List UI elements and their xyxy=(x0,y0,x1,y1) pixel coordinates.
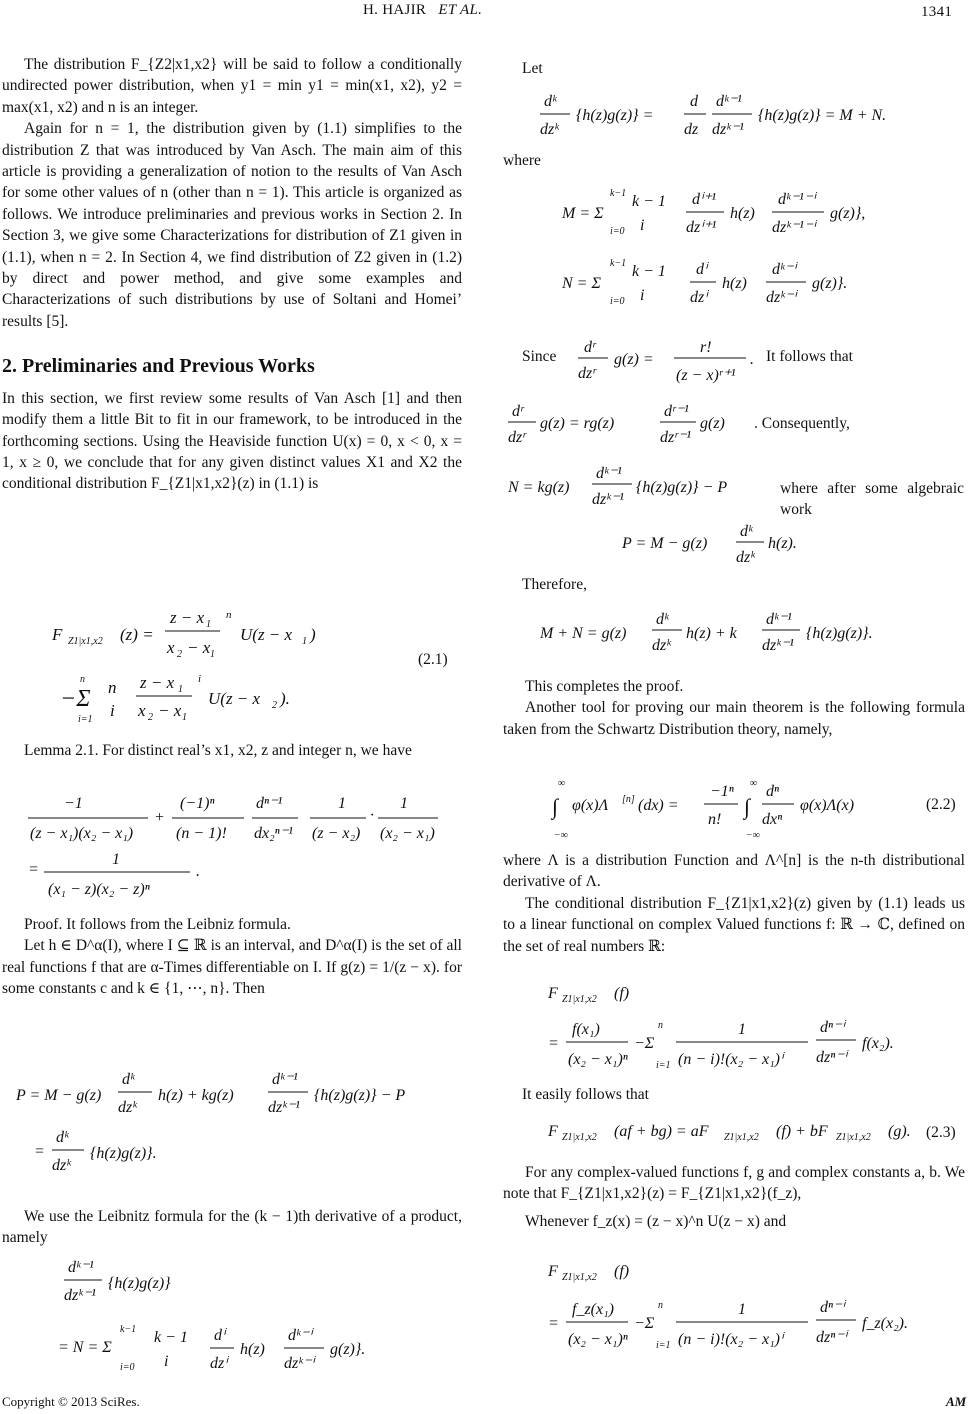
svg-text:dzʳ⁻¹: dzʳ⁻¹ xyxy=(660,429,692,446)
svg-text:= N = Σ: = N = Σ xyxy=(58,1339,112,1356)
svg-text:dᵏ⁻ⁱ: dᵏ⁻ⁱ xyxy=(288,1327,312,1344)
svg-text:g(z) =: g(z) = xyxy=(614,351,654,368)
svg-text:n: n xyxy=(226,609,232,621)
svg-text:{h(z)g(z)} − P: {h(z)g(z)} − P xyxy=(636,479,728,496)
svg-text:): ) xyxy=(310,625,316,644)
svg-text:dzⁱ⁺¹: dzⁱ⁺¹ xyxy=(686,219,717,236)
svg-text:(dx) =: (dx) = xyxy=(638,797,679,814)
svg-text:−∞: −∞ xyxy=(554,830,568,841)
svg-text:1: 1 xyxy=(302,636,307,647)
svg-text:k − 1: k − 1 xyxy=(154,1329,188,1346)
svg-text:1: 1 xyxy=(210,649,215,660)
svg-text:−Σ: −Σ xyxy=(634,1035,655,1052)
svg-text:∞: ∞ xyxy=(750,778,758,789)
svg-text:=: = xyxy=(548,1035,559,1052)
svg-text:− x: − x xyxy=(158,701,182,720)
svg-text:−Σ: −Σ xyxy=(634,1315,655,1332)
svg-text:dᵏ⁻¹: dᵏ⁻¹ xyxy=(766,611,792,628)
svg-text:1: 1 xyxy=(738,1021,746,1038)
svg-text:dzⁿ⁻ⁱ: dzⁿ⁻ⁱ xyxy=(816,1329,847,1346)
svg-text:(x₂ − x₁)ⁿ: (x₂ − x₁)ⁿ xyxy=(568,1051,628,1068)
svg-text:dzᵏ⁻¹: dzᵏ⁻¹ xyxy=(712,121,744,138)
equation-2-1-label: (2.1) xyxy=(418,651,448,668)
svg-text:{h(z)g(z)}.: {h(z)g(z)}. xyxy=(806,625,873,642)
svg-text:dzʳ: dzʳ xyxy=(578,365,596,382)
svg-text:(g).: (g). xyxy=(888,1123,911,1140)
svg-text:dᵏ: dᵏ xyxy=(656,611,669,628)
svg-text:1: 1 xyxy=(738,1301,746,1318)
svg-text:dzᵏ: dzᵏ xyxy=(736,549,755,566)
equation-2-2-label: (2.2) xyxy=(926,796,956,813)
svg-text:x: x xyxy=(138,701,146,720)
svg-text:(f): (f) xyxy=(614,1263,630,1280)
running-header xyxy=(363,2,482,19)
svg-text:dzᵏ⁻¹⁻ⁱ: dzᵏ⁻¹⁻ⁱ xyxy=(772,219,816,236)
svg-text:dᵏ⁻¹: dᵏ⁻¹ xyxy=(272,1071,298,1088)
svg-text:dⁿ⁻¹: dⁿ⁻¹ xyxy=(256,795,283,812)
therefore-label: Therefore, xyxy=(522,576,587,593)
svg-text:∞: ∞ xyxy=(558,778,566,789)
functional-block xyxy=(503,850,965,957)
svg-text:(z − x)ʳ⁺¹: (z − x)ʳ⁺¹ xyxy=(676,367,736,384)
svg-text:(af + bg) = aF: (af + bg) = aF xyxy=(614,1123,709,1140)
svg-text:.: . xyxy=(196,863,200,880)
svg-text:dᵏ⁻¹: dᵏ⁻¹ xyxy=(716,93,742,110)
svg-text:h(z) + k: h(z) + k xyxy=(686,625,737,642)
svg-text:M = Σ: M = Σ xyxy=(562,205,604,222)
lemma-2-1: Lemma 2.1. For distinct real’s x1, x2, z and integer n, we have xyxy=(24,742,412,759)
svg-text:dzᵏ: dzᵏ xyxy=(652,637,671,654)
svg-text:{h(z)g(z)} = M + N.: {h(z)g(z)} = M + N. xyxy=(758,107,887,124)
svg-text:dzⁿ⁻ⁱ: dzⁿ⁻ⁱ xyxy=(816,1049,847,1066)
left-column xyxy=(2,54,462,495)
svg-text:dᵏ⁻¹⁻ⁱ: dᵏ⁻¹⁻ⁱ xyxy=(778,191,816,208)
svg-text:f(x₂).: f(x₂). xyxy=(862,1035,894,1052)
equation-m-n-definitions xyxy=(556,176,936,316)
svg-text:dᵏ⁻¹: dᵏ⁻¹ xyxy=(596,465,622,482)
complex-block xyxy=(503,1162,965,1232)
svg-text:i=1: i=1 xyxy=(656,1340,671,1351)
svg-text:dz: dz xyxy=(684,121,699,138)
paragraph-preliminaries: In this section, we first review some results of Van Asch [1] and then modify them a little Bit to fit in our framework, to be introduced in the forthcoming sections. Using the Heaviside function U(x) = 0, x < 0, x = 1, x ≥ 0, we conclude that for any given distinct values X1 and X2 the conditional distribution F_{Z1|x1,x2}(z) in (1.1) is xyxy=(2,389,462,493)
svg-text:Z1|x1,x2: Z1|x1,x2 xyxy=(562,1272,597,1283)
svg-text:φ(x)Λ: φ(x)Λ xyxy=(572,797,609,814)
svg-text:f_z(x₂).: f_z(x₂). xyxy=(862,1315,908,1332)
paragraph-intro: The distribution F_{Z2|x1,x2} will be said to follow a conditionally undirected power distribution, when y1 = min y1 = min(x1, x2), y2 = max(x1, x2) and n is an integer. xyxy=(2,56,462,116)
page-number: 1341 xyxy=(921,4,953,20)
svg-text:{h(z)g(z)}.: {h(z)g(z)}. xyxy=(90,1145,157,1162)
svg-text:i: i xyxy=(640,287,645,304)
equation-2-3 xyxy=(540,1112,920,1152)
svg-text:φ(x)Λ(x): φ(x)Λ(x) xyxy=(800,797,855,814)
paragraph-leibnitz: We use the Leibnitz formula for the (k − 1)th derivative of a product, namely xyxy=(2,1208,462,1247)
svg-text:∫: ∫ xyxy=(744,794,751,819)
leibnitz-block xyxy=(2,1206,462,1249)
svg-text:).: ). xyxy=(280,689,290,708)
svg-text:(z − x₂): (z − x₂) xyxy=(312,825,361,842)
svg-text:i=1: i=1 xyxy=(78,714,93,725)
svg-text:n!: n! xyxy=(708,811,722,828)
svg-text:n: n xyxy=(658,1020,663,1031)
svg-text:dⁱ: dⁱ xyxy=(696,261,707,278)
whenever-text: Whenever f_z(x) = (z − x)^n U(z − x) and xyxy=(525,1212,787,1230)
svg-text:h(z): h(z) xyxy=(240,1341,265,1358)
svg-text:U(z − x: U(z − x xyxy=(208,689,261,708)
svg-text:dzᵏ⁻¹: dzᵏ⁻¹ xyxy=(64,1287,96,1304)
equation-functional-fz xyxy=(540,1256,940,1356)
svg-text:g(z): g(z) xyxy=(700,415,725,432)
svg-text:(x₂ − x₁)ⁿ: (x₂ − x₁)ⁿ xyxy=(568,1331,628,1348)
equation-n-recast xyxy=(504,462,774,514)
svg-text:dxⁿ: dxⁿ xyxy=(762,811,783,828)
let-label: Let xyxy=(522,60,543,77)
easily-label: It easily follows that xyxy=(522,1086,649,1103)
svg-text:P = M − g(z): P = M − g(z) xyxy=(622,535,708,552)
svg-text:(f) + bF: (f) + bF xyxy=(776,1123,828,1140)
footer-copyright: Copyright © 2013 SciRes. xyxy=(2,1394,140,1409)
equation-2-3-label: (2.3) xyxy=(926,1124,956,1141)
svg-text:dzᵏ⁻¹: dzᵏ⁻¹ xyxy=(762,637,794,654)
svg-text:Z1|x1,x2: Z1|x1,x2 xyxy=(562,1132,597,1143)
svg-text:n: n xyxy=(80,674,85,685)
svg-text:i: i xyxy=(198,673,202,685)
svg-text:dʳ⁻¹: dʳ⁻¹ xyxy=(664,403,689,420)
svg-text:i: i xyxy=(640,217,645,234)
svg-text:F: F xyxy=(52,625,63,644)
svg-text:dᵏ: dᵏ xyxy=(122,1071,135,1088)
svg-text:i: i xyxy=(164,1353,169,1370)
svg-text:f(x₁): f(x₁) xyxy=(572,1021,600,1038)
svg-text:Z1|x1,x2: Z1|x1,x2 xyxy=(68,636,103,647)
svg-text:g(z)}.: g(z)}. xyxy=(330,1341,366,1358)
svg-text:P = M − g(z): P = M − g(z) xyxy=(16,1087,102,1104)
svg-text:h(z): h(z) xyxy=(730,205,755,222)
proof-block xyxy=(2,914,462,1000)
svg-text:(f): (f) xyxy=(614,985,630,1002)
svg-text:dzᵏ⁻¹: dzᵏ⁻¹ xyxy=(268,1099,300,1116)
footer-journal: AM xyxy=(946,1394,967,1409)
svg-text:Z1|x1,x2: Z1|x1,x2 xyxy=(836,1132,871,1143)
equation-2-2 xyxy=(548,770,888,842)
svg-text:{h(z)g(z)}: {h(z)g(z)} xyxy=(108,1275,171,1292)
svg-text:M + N = g(z): M + N = g(z) xyxy=(540,625,627,642)
svg-text:{h(z)g(z)} =: {h(z)g(z)} = xyxy=(576,107,654,124)
svg-text:i=0: i=0 xyxy=(610,226,625,237)
equation-gr-derivative xyxy=(570,334,770,394)
svg-text:g(z) = rg(z): g(z) = rg(z) xyxy=(540,415,615,432)
svg-text:1: 1 xyxy=(400,795,408,812)
svg-text:F: F xyxy=(548,985,558,1002)
svg-text:dzᵏ: dzᵏ xyxy=(118,1099,137,1116)
svg-text:z − x: z − x xyxy=(170,608,205,627)
svg-text:dzⁱ: dzⁱ xyxy=(210,1355,228,1372)
svg-text:dⁱ: dⁱ xyxy=(214,1327,225,1344)
svg-text:dᵏ: dᵏ xyxy=(740,523,753,540)
equation-m-plus-n xyxy=(530,88,950,148)
svg-text:(x₁ − z)(x₂ − z)ⁿ: (x₁ − z)(x₂ − z)ⁿ xyxy=(48,881,150,898)
svg-text:k − 1: k − 1 xyxy=(632,263,666,280)
equation-m-plus-n-result xyxy=(536,604,946,662)
svg-text:.: . xyxy=(750,351,754,368)
svg-text:(n − 1)!: (n − 1)! xyxy=(176,825,227,842)
svg-text:i=1: i=1 xyxy=(656,1060,671,1071)
svg-text:N = Σ: N = Σ xyxy=(562,275,601,292)
svg-text:dzʳ: dzʳ xyxy=(508,429,526,446)
svg-text:1: 1 xyxy=(178,684,183,695)
svg-text:U(z − x: U(z − x xyxy=(240,625,293,644)
svg-text:−Σ: −Σ xyxy=(60,686,91,712)
svg-text:=: = xyxy=(548,1315,559,1332)
svg-text:dⁿ⁻ⁱ: dⁿ⁻ⁱ xyxy=(820,1299,845,1316)
svg-text:dʳ: dʳ xyxy=(584,339,596,356)
equation-lemma xyxy=(20,786,450,902)
section-title: 2. Preliminaries and Previous Works xyxy=(2,355,315,378)
svg-text:dx₂ⁿ⁻¹: dx₂ⁿ⁻¹ xyxy=(254,825,293,842)
svg-text:1: 1 xyxy=(206,619,211,630)
lemma-block xyxy=(2,740,462,761)
svg-text:1: 1 xyxy=(338,795,346,812)
svg-text:dzᵏ: dzᵏ xyxy=(52,1157,71,1174)
svg-text:1: 1 xyxy=(112,851,120,868)
paragraph-let-h: Let h ∈ D^α(I), where I ⊆ ℝ is an interval, and D^α(I) is the set of all real functions f that are α-Times differentiable on I. If g(z) = 1/(z − x). for some constants c and k ∈ {1, ⋯, n}. Then xyxy=(2,937,462,998)
svg-text:2: 2 xyxy=(177,649,182,660)
paragraph-aims: Again for n = 1, the distribution given by (1.1) simplifies to the distribution Z that was introduced by Van Asch. The main aim of this article is providing a generalization of notion to the results of Van Asch for some other values of n (other than n = 1). This article is organized as follows. We introduce preliminaries and previous works in Section 2. In Section 3, we give some Characterizations for distribution of Z1 given in (1.1), when n = 2. In Section 4, we find distribution of Z2 given in (1.2) by direct and power method, and give some examples and Characterizations of such distributions by use of Soltani and Homei’ results [5]. xyxy=(2,120,462,330)
svg-text:i=0: i=0 xyxy=(120,1362,135,1373)
svg-text:dⁿ⁻ⁱ: dⁿ⁻ⁱ xyxy=(820,1019,845,1036)
equation-leibnitz xyxy=(50,1252,460,1388)
svg-text:k−1: k−1 xyxy=(610,258,627,269)
svg-text:{h(z)g(z)} − P: {h(z)g(z)} − P xyxy=(314,1087,406,1104)
svg-text:n: n xyxy=(108,678,117,697)
svg-text:h(z).: h(z). xyxy=(768,535,797,552)
svg-text:− x: − x xyxy=(187,638,211,657)
svg-text:F: F xyxy=(548,1123,558,1140)
svg-text:r!: r! xyxy=(700,339,712,356)
svg-text:dzⁱ: dzⁱ xyxy=(690,289,708,306)
svg-text:dzᵏ: dzᵏ xyxy=(540,121,559,138)
svg-text:d: d xyxy=(690,93,698,110)
svg-text:k−1: k−1 xyxy=(610,188,627,199)
schwartz-block xyxy=(503,676,965,740)
svg-text:2: 2 xyxy=(148,712,153,723)
where-label: where xyxy=(503,152,541,169)
follows-label: It follows that xyxy=(766,348,853,365)
consequently-label: . Consequently, xyxy=(754,415,850,432)
svg-text:N = kg(z): N = kg(z) xyxy=(508,479,570,496)
svg-text:g(z)}.: g(z)}. xyxy=(812,275,848,292)
svg-text:dᵏ: dᵏ xyxy=(56,1129,69,1146)
svg-text:Z1|x1,x2: Z1|x1,x2 xyxy=(562,994,597,1005)
svg-text:dᵏ⁻¹: dᵏ⁻¹ xyxy=(68,1259,94,1276)
svg-text:h(z): h(z) xyxy=(722,275,747,292)
svg-text:dzᵏ⁻¹: dzᵏ⁻¹ xyxy=(592,491,624,508)
after-label: where after some algebraic work xyxy=(780,480,964,519)
svg-text:i: i xyxy=(110,701,115,720)
svg-text:(n − i)!(x₂ − x₁)ⁱ: (n − i)!(x₂ − x₁)ⁱ xyxy=(678,1331,783,1348)
svg-text:(x₂ − x₁): (x₂ − x₁) xyxy=(380,825,435,842)
svg-text:dzᵏ⁻ⁱ: dzᵏ⁻ⁱ xyxy=(766,289,797,306)
svg-text:dʳ: dʳ xyxy=(512,403,524,420)
svg-text:=: = xyxy=(34,1143,45,1160)
svg-text:dⁱ⁺¹: dⁱ⁺¹ xyxy=(692,191,717,208)
svg-text:dⁿ: dⁿ xyxy=(766,783,780,800)
header-authors: H. HAJIR xyxy=(363,2,427,18)
svg-text:(z − x₁)(x₂ − x₁): (z − x₁)(x₂ − x₁) xyxy=(30,825,134,842)
equation-2-1 xyxy=(40,598,440,728)
svg-text:Z1|x1,x2: Z1|x1,x2 xyxy=(724,1132,759,1143)
svg-text:(n − i)!(x₂ − x₁)ⁱ: (n − i)!(x₂ − x₁)ⁱ xyxy=(678,1051,783,1068)
svg-text:[n]: [n] xyxy=(622,794,635,805)
svg-text:dᵏ: dᵏ xyxy=(544,93,557,110)
paragraph-lambda: where Λ is a distribution Function and Λ^[n] is the n-th distributional derivative of Λ. xyxy=(503,852,965,891)
svg-text:−∞: −∞ xyxy=(746,830,760,841)
svg-text:−1: −1 xyxy=(64,795,83,812)
svg-text:f_z(x₁): f_z(x₁) xyxy=(572,1301,614,1318)
paragraph-functional: The conditional distribution F_{Z1|x1,x2}(z) given by (1.1) leads us to a linear functional on complex Valued functions f: ℝ → ℂ, defined on the set of real numbers ℝ: xyxy=(503,894,965,955)
proof-text: Proof. It follows from the Leibniz formula. xyxy=(24,916,291,933)
svg-text:∫: ∫ xyxy=(552,794,559,819)
svg-text:(z) =: (z) = xyxy=(120,625,154,644)
equation-p-value xyxy=(616,520,836,570)
paragraph-complex: For any complex-valued functions f, g and complex constants a, b. We note that F_{Z1|x1,x2}(z) = F_{Z1|x1,x2}(f_z), xyxy=(503,1164,965,1203)
equation-functional xyxy=(540,978,940,1076)
svg-text:k−1: k−1 xyxy=(120,1324,137,1335)
equation-p-definition xyxy=(10,1056,460,1176)
svg-text:1: 1 xyxy=(182,712,187,723)
completes-proof: This completes the proof. xyxy=(525,678,684,695)
svg-text:h(z) + kg(z): h(z) + kg(z) xyxy=(158,1087,234,1104)
svg-text:+: + xyxy=(154,809,165,826)
svg-text:·: · xyxy=(370,807,374,824)
svg-text:2: 2 xyxy=(272,700,277,711)
svg-text:(−1)ⁿ: (−1)ⁿ xyxy=(180,795,215,812)
paragraph-schwartz: Another tool for proving our main theorem is the following formula taken from the Schwartz Distribution theory, namely, xyxy=(503,699,965,738)
svg-text:k − 1: k − 1 xyxy=(632,193,666,210)
svg-text:=: = xyxy=(28,861,39,878)
svg-text:x: x xyxy=(167,638,175,657)
since-label: Since xyxy=(522,348,557,365)
svg-text:n: n xyxy=(658,1300,663,1311)
svg-text:g(z)},: g(z)}, xyxy=(830,205,866,222)
svg-text:z − x: z − x xyxy=(140,673,175,692)
equation-recurrence xyxy=(504,400,764,450)
svg-text:dᵏ⁻ⁱ: dᵏ⁻ⁱ xyxy=(772,261,796,278)
header-et-al: ET AL. xyxy=(438,2,483,18)
svg-text:F: F xyxy=(548,1263,558,1280)
svg-text:−1ⁿ: −1ⁿ xyxy=(710,783,734,800)
svg-text:i=0: i=0 xyxy=(610,296,625,307)
svg-text:dzᵏ⁻ⁱ: dzᵏ⁻ⁱ xyxy=(284,1355,315,1372)
